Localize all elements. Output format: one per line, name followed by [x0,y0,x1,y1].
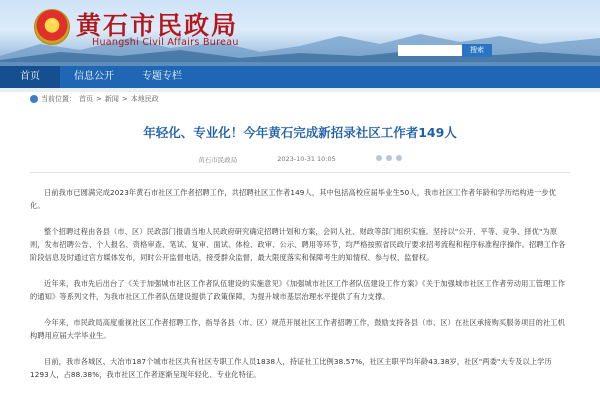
site-title[interactable]: 黄石市民政局 [76,11,239,40]
article-source: 黄石市民政局 [198,156,238,164]
breadcrumb-label: 当前位置： [41,95,76,103]
breadcrumb-separator: > [121,95,128,103]
article-meta [30,155,570,164]
site-subtitle: Huangshi Civil Affairs Bureau [92,37,239,48]
share-icons [376,155,402,164]
search-button[interactable]: 搜索 [462,44,492,57]
share-icon[interactable] [386,155,392,161]
nav-item-home[interactable]: 首页 [0,66,60,88]
breadcrumb [0,92,600,106]
article-title: 年轻化、专业化！今年黄石完成新招录社区工作者149人 [143,125,457,140]
search-input[interactable] [398,45,462,56]
article-date: 2023-10-31 10:05 [277,155,336,163]
national-emblem-icon: ★ [34,9,70,45]
site-header [0,0,600,66]
nav-item-special[interactable]: 专题专栏 [142,71,182,82]
location-icon [30,95,38,103]
nav-item-info[interactable]: 信息公开 [74,71,114,82]
breadcrumb-news-link[interactable]: 新闻 [104,95,119,103]
article [0,123,600,381]
breadcrumb-separator: > [96,95,102,103]
title-divider [30,172,570,173]
article-paragraph: 目前，我市各城区、大冶市187个城市社区共有社区专职工作人员1838人，持证社工比例38.57%，社区主职平均年龄43.38岁，社区"两委"大专及以上学历1293人，占88.38%，我市社区工作者逐渐呈现年轻化、专业化特征。 [30,357,552,379]
share-icon[interactable] [376,155,382,161]
main-nav [0,46,600,88]
breadcrumb-home-link[interactable]: 首页 [79,95,93,103]
article-paragraph: 近年来，我市先后出台了《关于加强城市社区工作者队伍建设的实施意见》《加强城市社区工作者队伍建设工作方案》《关于加强城市社区工作者劳动用工管理工作的通知》等系列文件，为我市社区工作者队伍建设提供了政策保障，为提升城市基层治理水平提供了有力支撑。 [30,279,566,301]
article-paragraph: 日前我市已圆满完成2023年黄石市社区工作者招聘工作，共招聘社区工作者149人，其中包括高校应届毕业生50人，我市社区工作者年龄和学历结构进一步优化。 [30,188,557,210]
article-paragraph: 整个招聘过程由各县（市、区）民政部门报请当地人民政府研究确定招聘计划和方案，会同人社、财政等部门组织实施。坚持以"公开、平等、竞争、择优"为原则，发布招聘公告、个人报名、资格审查、笔试、复审、面试、体检、政审、公示、聘用等环节，均严格按照省民政厅要求招考流程和程序标准程序操作。招聘工作各阶段信息及时通过官方媒体发布，同时公开监督电话，接受群众监督，最大限度落实和保障考生的知情权、参与权、监督权。 [30,227,566,262]
breadcrumb-local-link[interactable]: 本地民政 [130,95,159,103]
share-icon[interactable] [396,155,402,161]
article-paragraph: 今年来，市民政局高度重视社区工作者招聘工作，指导各县（市、区）规范开展社区工作者招聘工作，鼓励支持各县（市、区）在社区承接购买服务项目的社工机构聘用应届大学毕业生。 [30,318,565,340]
